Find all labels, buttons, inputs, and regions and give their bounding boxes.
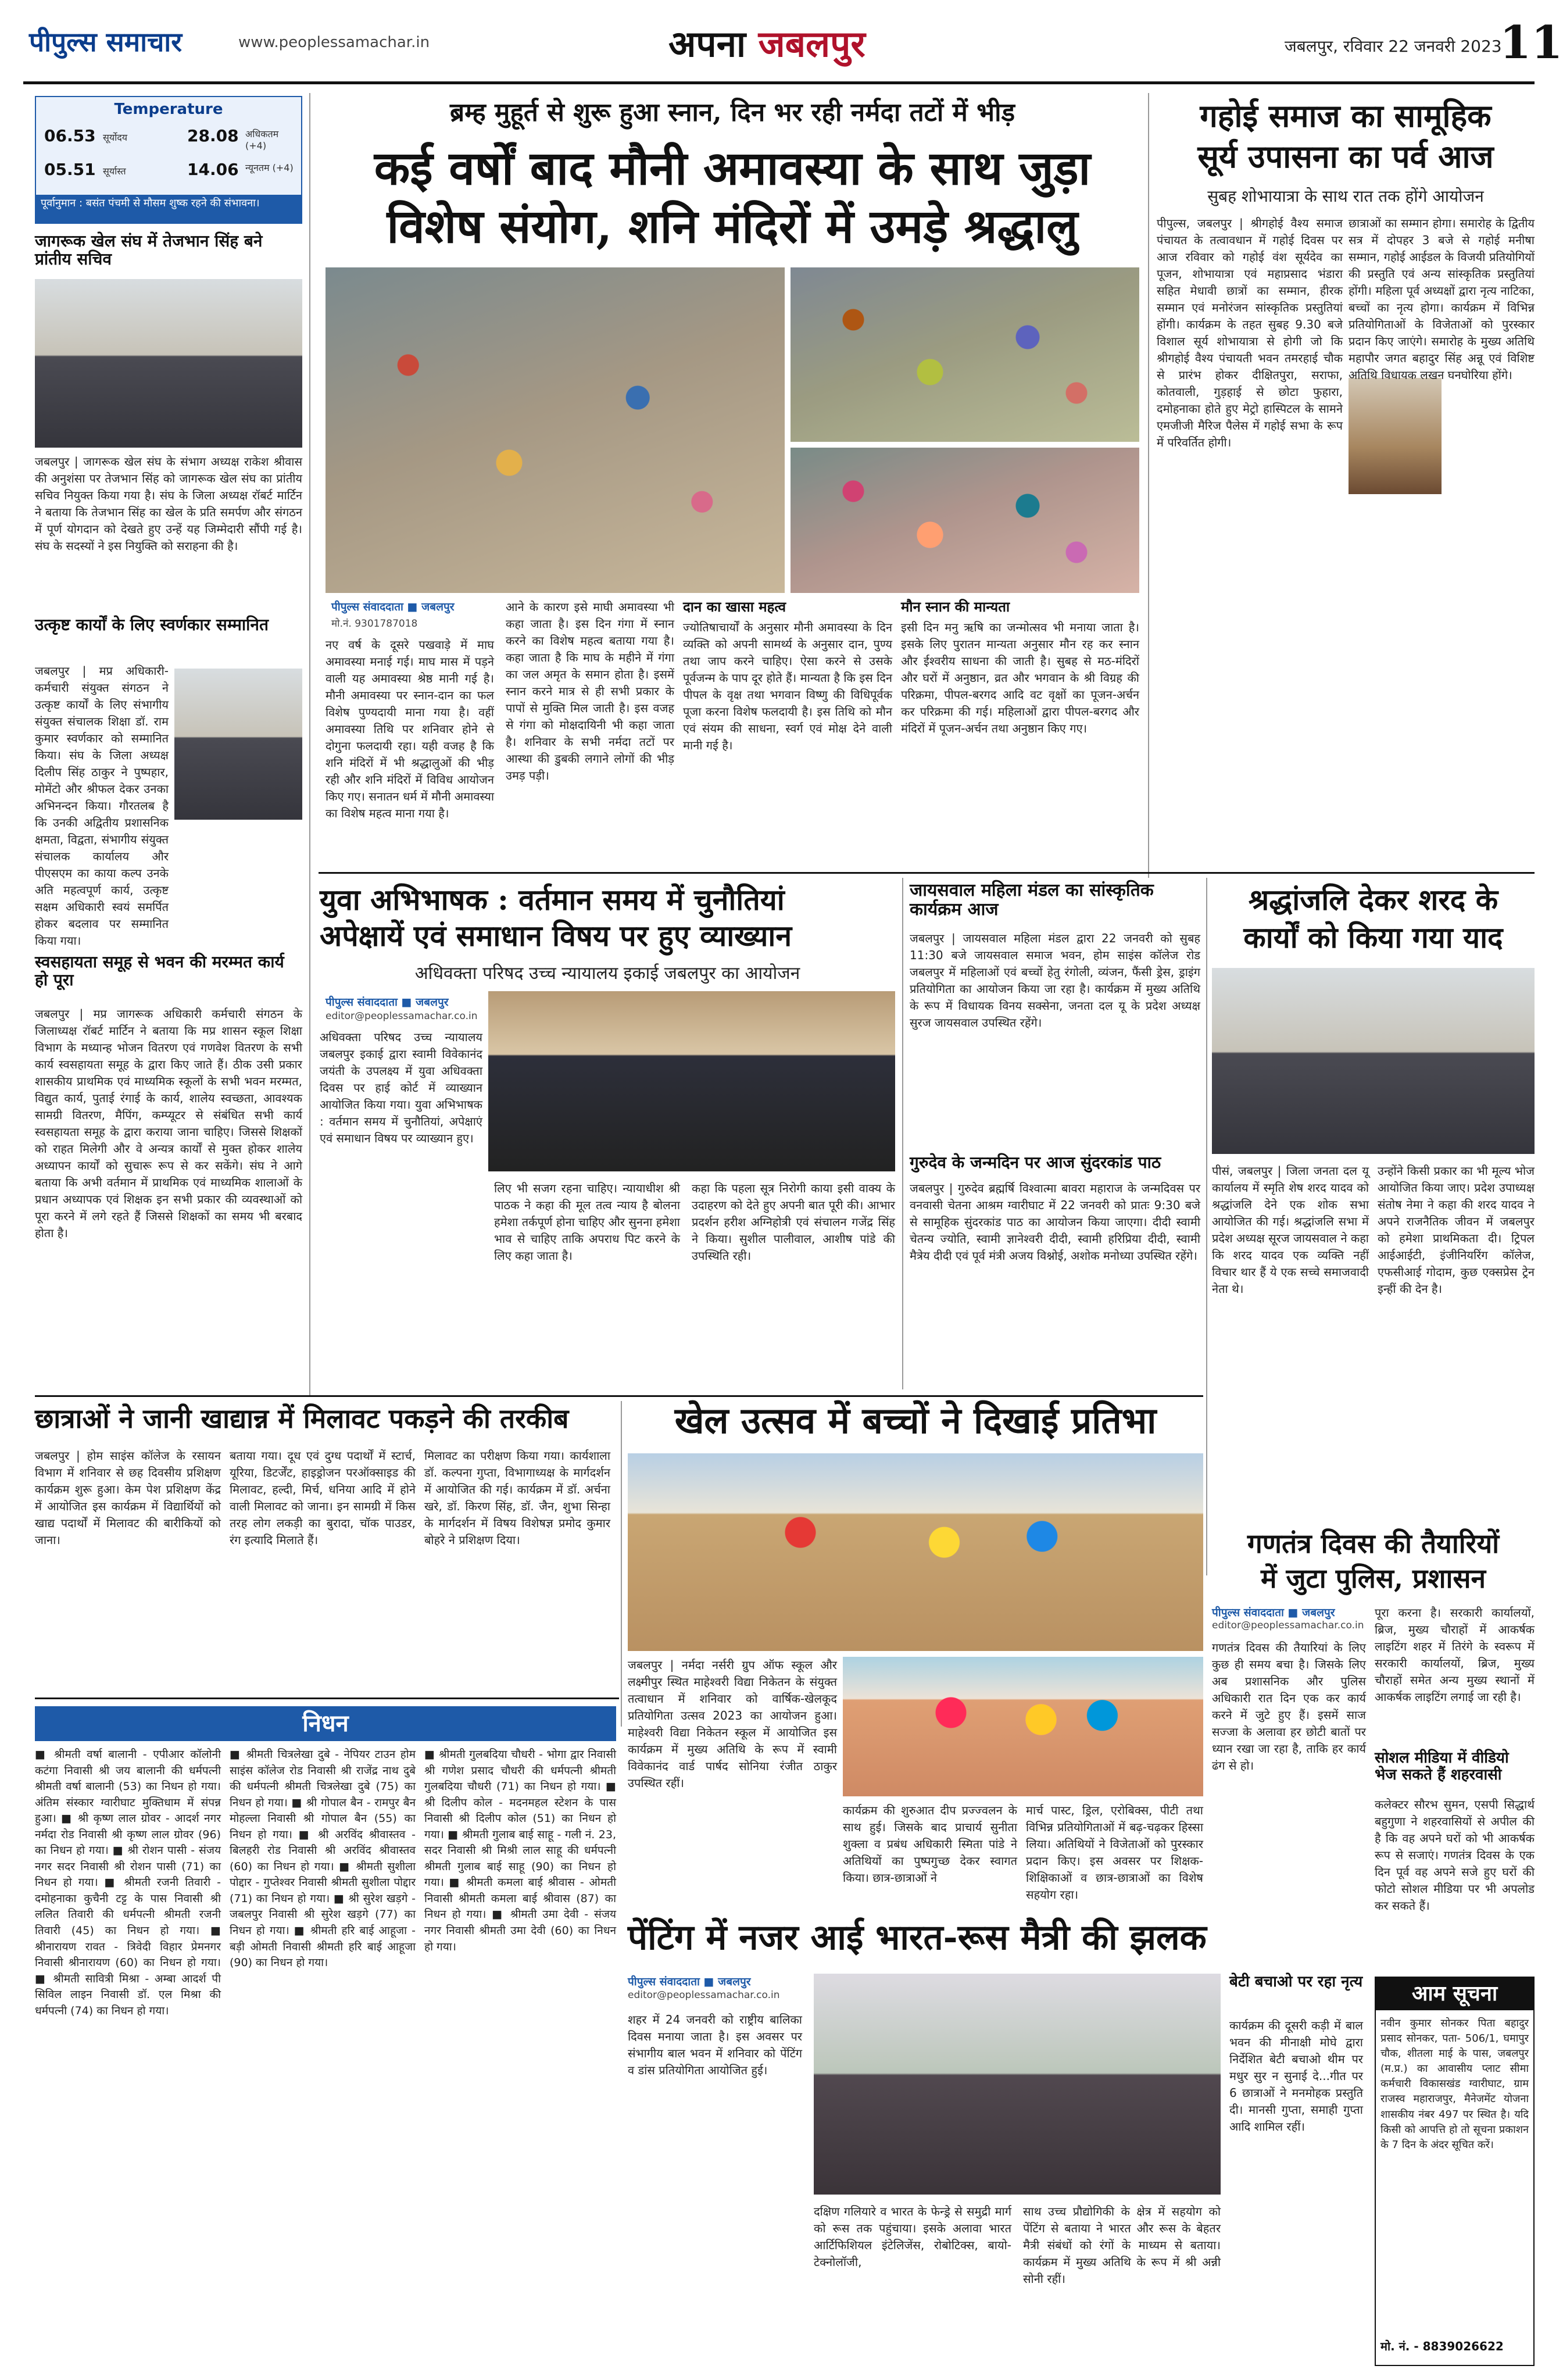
yuva-subhead: अधिवक्ता परिषद उच्च न्यायालय इकाई जबलपुर का आयोजन — [414, 963, 800, 984]
issue-date: जबलपुर, रविवार 22 जनवरी 2023 — [1285, 37, 1502, 56]
box-maun-body: इसी दिन मनु ऋषि का जन्मोत्सव भी मनाया जाता है। इसके लिए पुरातन मान्यता अनुसार मौन रह कर स्नान और ईश्वरीय साधना की जाती है। सुबह से मठ-मंदिरों और घरों में अनुष्ठान, व्रत और भगवान के श्री विग्रह की परिक्रमा, पीपल-बरगद आदि वट वृक्षों का पूजन-अर्चन कर परिक्रमा की गई। महिलाओं द्वारा पीपल-बरगद और मंदिरों में पूजन-अर्चन तथा अनुष्ठान किए गए। — [901, 620, 1139, 735]
section-rule — [35, 1698, 619, 1699]
weather-forecast: पूर्वानुमान : बसंत पंचमी से मौसम शुष्क रहने की संभावना। — [36, 195, 301, 223]
yuva-body-col-2: लिए भी सजग रहना चाहिए। न्यायाधीश श्री पाठक ने कहा की मूल तत्व न्याय है बोलना हमेशा तर्कपूर्ण होना चाहिए और सुनना हमेशा भाव से चाहिए ताकि अपराध पिट करने के लिए कहा जाता है। — [494, 1181, 680, 1263]
jaiswal-title: जायसवाल महिला मंडल का सांस्कृतिक कार्यक्रम आज — [910, 880, 1154, 920]
weather-box — [35, 96, 302, 224]
yuva-photo — [488, 991, 895, 1171]
republic-body-col-2: पूरा करना है। सरकारी कार्यालयों, ब्रिज, मुख्य चौराहों में आकर्षक लाइटिंग शहर में तिरंगे के स्वरूप में सरकारी कार्यालयों, ब्रिज, मुख्य चौराहों समेत अन्य मुख्य स्थानों में आकर्षक लाइटिंग लगाई जा रही है। — [1375, 1606, 1535, 1704]
republic-headline-1: गणतंत्र दिवस की तैयारियों — [1247, 1528, 1500, 1559]
section-rule — [319, 872, 1535, 874]
gahoi-body-col-2: छात्राओं का सम्मान होगा। समारोह के द्वितीय सत्र में दोपहर 3 बजे से गहोई मनीषा सम्मान, गहोई आईडल के विजयी प्रतियोगियों की प्रस्तुति एवं अन्य सांस्कृतिक प्रस्तुतियां होंगी। महिला पूर्व अध्यक्षों द्वारा नृत्य नाटिका, बच्चों का नृत्य होगा। कार्यक्रम में विभिन्न प्रतियोगिताओं के विजेताओं को पुरस्कार प्रदान किए जाएंगे। समारोह के मुख्य अतिथि महापौर जगत बहादुर सिंह अन्नू एवं विशिष्ट अतिथि विधायक लखन घनघोरिया होंगे। — [1349, 216, 1535, 382]
story-swarnkar-body: जबलपुर | मप्र अधिकारी-कर्मचारी संयुक्त संगठन ने उत्कृष्ट कार्यों के लिए संभागीय संयुक्त संचालक शिक्षा डॉ. राम कुमार स्वर्णकार को सम्मानित किया। संघ के जिला अध्यक्ष दिलीप सिंह ठाकुर ने पुष्पहार, मोमेंटो और श्रीफल देकर उनका अभिनन्दन किया। गौरतलब है कि उनकी अद्वितीय प्रशासनिक क्षमता, विद्वता, संभागीय संयुक्त संचालक कार्यालय और पीएसएम का काया कल्प उनके अति महत्वपूर्ण कार्य, उत्कृष्ट सक्षम अधिकारी स्वयं समर्पित होकर बदलाव पर सम्मानित किया गया। — [35, 664, 169, 948]
weather-title: Temperature — [114, 101, 223, 118]
nidhan-col-1: ■ श्रीमती वर्षा बालानी - एपीआर कॉलोनी कटंगा निवासी श्री जय बालानी की धर्मपत्नी श्रीमती वर्षा बालानी (53) का निधन हो गया। अंतिम संस्कार ग्वारीघाट मुक्तिधाम में संपन्न हुआ। ■ श्री कृष्ण लाल ग्रोवर - आदर्श नगर नर्मदा रोड निवासी श्री कृष्ण लाल ग्रोवर (96) का निधन हो गया। ■ श्री रोशन पासी - संजय नगर सदर निवासी श्री रोशन पासी (71) का निधन हो गया। ■ श्रीमती रजनी तिवारी - दमोहनाका कुचैनी टट्ट के पास निवासी श्री ललित तिवारी की धर्मपत्नी श्रीमती रजनी तिवारी (45) का निधन हो गया। ■ श्रीनारायण रावत - त्रिवेदी विहार प्रेमनगर निवासी श्रीनारायण (60) का निधन हो गया। ■ श्रीमती सावित्री मिश्रा - अम्बा आदर्श पी सिविल लाइन निवासी डॉ. एल मिश्रा की धर्मपत्नी (74) का निधन हो गया। — [35, 1748, 221, 2017]
painting-headline: पेंटिंग में नजर आई भारत-रूस मैत्री की झलक — [628, 1917, 1207, 1958]
box-daan-title: दान का खासा महत्व — [683, 599, 786, 615]
page-number: 11 — [1500, 16, 1563, 69]
lead-body-col-1: नए वर्ष के दूसरे पखवाड़े में माघ अमावस्या मनाई गई। माघ मास में पड़ने वाली यह अमावस्या श्रेष्ठ मानी गई है। मौनी अमावस्या पर स्नान-दान का फल विशेष पुण्यदायी माना गया है। वहीं अमावस्या तिथि पर शनिवार होने से दोगुना फलदायी रहा। यही वजह है कि शनि मंदिरों में भी श्रद्धालुओं की भीड़ रही और शनि मंदिरों में विविध आयोजन किए गए। सनातन धर्म में मौनी अमावस्या का विशेष महत्व माना गया है। — [326, 638, 494, 820]
gahoi-body-col-1: पीपुल्स, जबलपुर | श्रीगहोई वैश्य समाज पंचायत के तत्वावधान में गहोई दिवस पर आज रविवार को गहोई वंश सूर्यदेव का पूजन, शोभायात्रा एवं महाप्रसाद भंडारा सहित मेधावी छात्रों का सम्मान, हीरक सम्मान एवं मनोरंजन सांस्कृतिक प्रस्तुतियां होंगी। कार्यक्रम के तहत सुबह 9.30 बजे विशाल सूर्य शोभायात्रा से होगी जो कि श्रीगहोई वैश्य पंचायती भवन तमरहाई चौक से प्रारंभ होकर दीक्षितपुरा, सराफा, कोतवाली, गुड़हाई से छोटा फुहारा, दमोहनाका होते हुए मेट्रो हास्पिटल के सामने एमजीजी मैरिज पैलेस में गहोई सभा के रूप में परिवर्तित होगी। — [1157, 216, 1343, 449]
column-separator — [902, 878, 903, 1389]
gurudev-title: गुरुदेव के जन्मदिन पर आज सुंदरकांड पाठ — [910, 1153, 1161, 1172]
nidhan-col-3: ■ श्रीमती गुलबदिया चौधरी - भोगा द्वार निवासी श्री गणेश प्रसाद चौधरी की धर्मपत्नी श्रीमती गुलबदिया चौधरी (71) का निधन हो गया। ■ श्री दिलीप कोल - मदनमहल स्टेशन के पास निवासी श्री दिलीप कोल (51) का निधन हो गया। ■ श्रीमती गुलाब बाई साहू - गली नं. 23, सदर निवासी श्री मिश्री लाल साहू की धर्मपत्नी श्रीमती गुलाब बाई साहू (90) का निधन हो गया। ■ श्रीमती कमला बाई श्रीवास - ओमती निवासी श्रीमती कमला बाई श्रीवास (87) का निधन हो गया। ■ श्रीमती उमा देवी - संजय नगर निवासी श्रीमती उमा देवी (60) का निधन हो गया। — [424, 1748, 616, 1953]
painting-body-col-1: शहर में 24 जनवरी को राष्ट्रीय बालिका दिवस मनाया जाता है। इस अवसर पर संभागीय बाल भवन में शनिवार को पेंटिंग व डांस प्रतियोगिता आयोजित हुई। — [628, 2013, 802, 2077]
story-swasahayta-title: स्वसहायता समूह से भवन की मरम्मत कार्य हो पूरा — [35, 952, 284, 989]
beti-bachao-title: बेटी बचाओ पर रहा नृत्य — [1229, 1973, 1363, 1991]
republic-byline: पीपुल्स संवाददाता ■ जबलपुर — [1212, 1606, 1335, 1619]
lead-kicker: ब्रम्ह मुहूर्त से शुरू हुआ स्नान, दिन भर रही नर्मदा तटों में भीड़ — [449, 98, 1015, 127]
jaiswal-body: जबलपुर | जायसवाल महिला मंडल द्वारा 22 जनवरी को सुबह 11:30 बजे जायसवाल समाज भवन, होम साइंस कॉलेज रोड जबलपुर में महिलाओं एवं बच्चों हेतु रंगोली, व्यंजन, फैंसी ड्रेस, ड्राइंग प्रतियोगिता का आयोजन किया जा रहा है। कार्यक्रम में मुख्य अतिथि के रूप में विधायक विनय सक्सेना, जनता दल यू के प्रदेश अध्यक्ष सुरज जायसवाल उपस्थित रहेंगे। — [910, 931, 1200, 1030]
lead-mobile: मो.नं. 9301787018 — [331, 618, 418, 630]
gurudev-body: जबलपुर | गुरुदेव ब्रह्मर्षि विश्वात्मा बावरा महाराज के जन्मदिवस पर वनवासी चेतना आश्रम ग्वारीघाट में 22 जनवरी को प्रातः 9:30 बजे से सामूहिक सुंदरकांड पाठ का आयोजन किया जाएगा। दीदी स्वामी चेतन्य ज्योति, स्वामी ज्ञानेश्वरी दीदी, स्वामी हरिप्रिया दीदी, स्वामी मैत्रेय दीदी एवं पूर्व मंत्री अजय विश्नोई, अशोक मनोध्या उपस्थित रहेंगे। — [910, 1181, 1200, 1263]
story-khel-sangh-title: जागरूक खेल संघ में तेजभान सिंह बने प्रांतीय सचिव — [35, 231, 263, 269]
story-swarnkar-photo — [174, 669, 302, 820]
social-media-title: सोशल मीडिया में वीडियो भेज सकते हैं शहरवासी — [1375, 1749, 1509, 1784]
sharad-body-col-2: उन्होंने किसी प्रकार का भी मूल्य भोज आयोजित किया जाए। प्रदेश उपाध्यक्ष संतोष नेमा ने कहा की शरद यादव ने अपने राजनैतिक जीवन में जबलपुर को हमेशा प्राथमिकता दी। ट्रिपल आईआईटी, इंजीनियरिंग कॉलेज, एफसीआई गोदाम, कुछ एक्सप्रेस ट्रेन इन्हीं की देन है। — [1378, 1164, 1535, 1296]
gahoi-subhead: सुबह शोभायात्रा के साथ रात तक होंगे आयोजन — [1207, 187, 1484, 206]
section-rule — [35, 1395, 1203, 1397]
gahoi-headline-1: गहोई समाज का सामूहिक — [1200, 97, 1492, 134]
section-title-part-2: जबलपुर — [758, 23, 865, 65]
sunrise-label: सूर्योदय — [103, 132, 128, 143]
yuva-body-col-3: कहा कि पहला सूत्र निरोगी काया इसी वाक्य के उदाहरण को देते हुए अपनी बात पूरी की। आभार प्रदर्शन हरीश अग्निहोत्री एवं संचालन गजेंद्र सिंह ने किया। सुशील पालीवाल, आशीष पांडे की उपस्थिति रही। — [692, 1181, 895, 1263]
lead-body-col-2: आने के कारण इसे माघी अमावस्या भी कहा जाता है। इस दिन गंगा में स्नान करने का विशेष महत्व बताया गया है। कहा जाता है कि माघ के महीने में गंगा का जल अमृत के समान होता है। इसमें स्नान करने मात्र से ही सभी प्रकार के पापों से मुक्ति मिल जाती है। इस वजह से गंगा को मोक्षदायिनी भी कहा जाता है। शनिवार के सभी नर्मदा तटों पर आस्था की डुबकी लगाने लोगों की भीड़ उमड़ पड़ी। — [506, 600, 674, 782]
painting-byline: पीपुल्स संवाददाता ■ जबलपुर — [628, 1975, 751, 1988]
republic-body-col-1: गणतंत्र दिवस की तैयारियां के लिए कुछ ही समय बचा है। जिसके लिए अब प्रशासनिक और पुलिस अधिकारी रात दिन एक कर कार्य करने में जुटे हुए हैं। इसमें साज सज्जा के अलावा हर छोटी बातों पर ध्यान रखा जा रहा है, ताकि हर कार्य ढंग से हो। — [1212, 1641, 1366, 1773]
story-swarnkar-title: उत्कृष्ट कार्यों के लिए स्वर्णकार सम्मानित — [35, 615, 269, 634]
khel-headline: खेल उत्सव में बच्चों ने दिखाई प्रतिभा — [674, 1399, 1157, 1442]
khel-body-col-1: जबलपुर | नर्मदा नर्सरी ग्रुप ऑफ स्कूल और लक्ष्मीपुर स्थित माहेश्वरी विद्या निकेतन के संयुक्त तत्वाधान में शनिवार को वार्षिक-खेलकूद प्रतियोगिता उत्सव 2023 का आयोजन हुआ। माहेश्वरी विद्या निकेतन स्कूल में आयोजित इस कार्यक्रम में मुख्य अतिथि के रूप में स्वामी विवेकानंद वार्ड पार्षद सोनिया रंजीत ठाकुर उपस्थित रहीं। — [628, 1658, 837, 1790]
beti-bachao-body: कार्यक्रम की दूसरी कड़ी में बाल भवन की मीनाक्षी मोघे द्वारा निर्देशित बेटी बचाओ थीम पर मधुर सुर न सुनाई दे...गीत पर 6 छात्राओं ने मनमोहक प्रस्तुति दी। मानसी गुप्ता, समाही गुप्ता आदि शामिल रहीं। — [1229, 2018, 1363, 2134]
max-temp-label: अधिकतम (+4) — [245, 128, 279, 151]
sunset-time: 05.51 — [44, 160, 96, 179]
chhatra-body-col-3: मिलावट का परीक्षण किया गया। कार्यशाला डॉ. कल्पना गुप्ता, विभागाध्यक्ष के मार्गदर्शन में आयोजित की गई। कार्यक्रम में डॉ. अर्चना खरे, डॉ. किरण सिंह, डॉ. जैन, शुभा सिन्हा के मार्गदर्शन में विषय विशेषज्ञ प्रमोद कुमार बोहरे ने प्रशिक्षण दिया। — [424, 1449, 610, 1547]
sharad-headline-2: कार्यों को किया गया याद — [1243, 920, 1503, 955]
lead-photo-left — [326, 267, 785, 593]
story-khel-sangh-body: जबलपुर | जागरूक खेल संघ के संभाग अध्यक्ष राकेश श्रीवास की अनुशंसा पर तेजभान सिंह को जागरूक खेल संघ का प्रांतीय सचिव नियुक्त किया गया है। संघ के जिला अध्यक्ष रॉबर्ट मार्टिन ने बताया कि तेजभान सिंह का खेल के प्रति समर्पण और संगठन में पूर्ण योगदान को देखते हुए उन्हें यह जिम्मेदारी सौंपी गई है। संघ के सदस्यों ने इस नियुक्ति को सराहना की है। — [35, 455, 302, 553]
header-rule — [23, 81, 1535, 84]
story-khel-sangh-photo — [35, 279, 302, 448]
lead-headline-2: विशेष संयोग, शनि मंदिरों में उमड़े श्रद्धालु — [387, 199, 1078, 253]
sharad-body-col-1: पीसं, जबलपुर | जिला जनता दल यू कार्यालय में स्मृति शेष शरद यादव को श्रद्धांजलि देने एक शोक सभा आयोजित की गई। श्रद्धांजलि सभा में प्रदेश अध्यक्ष सूरज जायसवाल ने कहा कि शरद यादव एक व्यक्ति नहीं विचार थार हैं ये एक सच्चे समाजवादी नेता थे। — [1212, 1164, 1369, 1296]
khel-photo-bottom — [843, 1657, 1203, 1796]
column-separator — [309, 93, 310, 1395]
chhatra-body-col-2: बताया गया। दूध एवं दुग्ध पदार्थों में स्टार्च, यूरिया, डिटर्जेंट, हाइड्रोजन परऑक्साइड की मिलावट, हल्दी, मिर्च, धनिया आदि में होने वाली मिलावट को जाना। इन सामग्री में किस तरह लोग लकड़ी का बुरादा, चॉक पाउडर, रंग इत्यादि मिलाते हैं। — [230, 1449, 416, 1547]
social-media-body: कलेक्टर सौरभ सुमन, एसपी सिद्धार्थ बहुगुणा ने शहरवासियों से अपील की है कि वह अपने घरों को भी आकर्षक रूप से सजाएं। गणतंत्र दिवस के एक दिन पूर्व वह अपने सजे हुए घरों की फोटो सोशल मीडिया पर भी अपलोड कर सकते हैं। — [1375, 1797, 1535, 1913]
box-maun-title: मौन स्नान की मान्यता — [901, 599, 1010, 615]
min-temp: 14.06 — [187, 160, 239, 179]
notice-box — [1375, 1977, 1535, 2366]
page-section-title — [668, 19, 865, 67]
chhatra-body-col-1: जबलपुर | होम साइंस कॉलेज के रसायन विभाग में शनिवार से छह दिवसीय प्रशिक्षण कार्यक्रम शुरू हुआ। केम पेश प्रशिक्षण केंद्र में आयोजित इस कार्यक्रम में विद्यार्थियों को खाद्य पदार्थों में मिलावट की बारीकियों को जाना। — [35, 1449, 221, 1547]
lead-photo-right-top — [791, 267, 1139, 442]
min-temp-label: न्यूनतम (+4) — [245, 162, 294, 173]
column-separator — [1148, 93, 1149, 878]
republic-headline-2: में जुटा पुलिस, प्रशासन — [1260, 1563, 1486, 1594]
yuva-headline-1: युवा अभिभाषक : वर्तमान समय में चुनौतियां — [320, 882, 785, 917]
republic-email[interactable]: editor@peoplessamachar.co.in — [1212, 1620, 1364, 1631]
notice-body: नवीन कुमार सोनकर पिता बहादुर प्रसाद सोनकर, पता- 506/1, घमापुर चौक, शीतला माई के पास, जबलपुर (म.प्र.) का आवासीय प्लाट सीमा कर्मचारी विकासखंड ग्वारीघाट, ग्राम राजस्व महाराजपुर, मैनेजमेंट योजना शासकीय नंबर 497 पर स्थित है। यदि किसी को आपत्ति हो तो सूचना प्रकाशन के 7 दिन के अंदर सूचित करें। — [1380, 2017, 1529, 2151]
khel-body-col-2: कार्यक्रम की शुरुआत दीप प्रज्ज्वलन के साथ हुई। जिसके बाद प्राचार्य सुनीता शुक्ला व प्रबंध अधिकारी स्मिता पांडे ने अतिथियों का पुष्पगुच्छ देकर स्वागत किया। छात्र-छात्राओं ने — [843, 1803, 1017, 1885]
nidhan-col-2: ■ श्रीमती चित्रलेखा दुबे - नेपियर टाउन होम साइंस कॉलेज रोड निवासी श्री राजेंद्र नाथ दुबे की धर्मपत्नी श्रीमती चित्रलेखा दुबे (75) का निधन हो गया। ■ श्री गोपाल बैन - रामपुर बैन मोहल्ला निवासी श्री गोपाल बैन (55) का निधन हो गया। ■ श्री अरविंद श्रीवास्तव - बिलहरी रोड निवासी श्री अरविंद श्रीवास्तव (60) का निधन हो गया। ■ श्रीमती सुशीला पोद्दार - गुप्तेश्वर निवासी श्रीमती सुशीला पोद्दार (71) का निधन हो गया। ■ श्री सुरेश खड़गे - जबलपुर निवासी श्री सुरेश खड़गे (77) का निधन हो गया। ■ श्रीमती हरि बाई आहूजा - बड़ी ओमती निवासी श्रीमती हरि बाई आहूजा (90) का निधन हो गया। — [230, 1748, 416, 1970]
lead-headline-1: कई वर्षों बाद मौनी अमावस्या के साथ जुड़ा — [374, 141, 1091, 195]
lead-byline: पीपुल्स संवाददाता ■ जबलपुर — [331, 601, 455, 613]
gahoi-headline-2: सूर्य उपासना का पर्व आज — [1197, 138, 1494, 175]
notice-phone: मो. नं. - 8839026622 — [1380, 2339, 1504, 2353]
painting-body-col-3: साथ उच्च प्रौद्योगिकी के क्षेत्र में सहयोग को पेंटिंग से बताया ने भारत और रूस के बेहतर मैत्री संबंधों को रंगों के माध्यम से बताया। कार्यक्रम में मुख्य अतिथि के रूप में श्री अन्नी सोनी रहीं। — [1023, 2204, 1221, 2286]
lead-photo-right-bottom — [791, 448, 1139, 593]
yuva-body-col-1: अधिवक्ता परिषद उच्च न्यायालय जबलपुर इकाई द्वारा स्वामी विवेकानंद जयंती के उपलक्ष्य में युवा अधिवक्ता दिवस पर हाई कोर्ट में व्याख्यान आयोजित किया गया। युवा अभिभाषक : वर्तमान समय में चुनौतियां, अपेक्षाएं एवं समाधान विषय पर व्याख्यान हुए। — [320, 1030, 482, 1145]
sunset-label: सूर्यास्त — [103, 166, 126, 177]
yuva-headline-2: अपेक्षायें एवं समाधान विषय पर हुए व्याख्यान — [320, 919, 792, 953]
story-swasahayta-body: जबलपुर | मप्र जागरूक अधिकारी कर्मचारी संगठन के जिलाध्यक्ष रॉबर्ट मार्टिन ने बताया कि मप्र शासन स्कूल शिक्षा विभाग के मध्यान्ह भोजन वितरण एवं गणवेश वितरण के सभी कार्य स्वसहायता समूह के द्वारा किए जाते हैं। ठीक उसी प्रकार शासकीय प्राथमिक एवं माध्यमिक स्कूलों के सभी भवन मरम्मत, विद्युत कार्य, पुताई रंगाई के कार्य, शालेय स्वच्छता, आवश्यक सामग्री वितरण, मैपिंग, कम्प्यूटर से संबंधित सभी कार्य स्वसहायता समूह के द्वारा कराया जाना चाहिए। जिससे शिक्षकों को राहत मिलेगी और वे अन्यत्र कार्यों से मुक्त होकर शालेय अध्यापन कार्यों को सुचारू रूप से कर सकेंगे। संघ ने आगे बताया कि अभी वर्तमान में प्राथमिक एवं माध्यमिक शालाओं के प्रधान अध्यापक एवं शिक्षक इन सभी प्रकार की व्यवस्थाओं को पूरा करने में लगे रहते हैं जिससे शिक्षकों का समय भी बरबाद होता है। — [35, 1007, 302, 1240]
yuva-email[interactable]: editor@peoplessamachar.co.in — [326, 1010, 478, 1022]
chhatra-headline: छात्राओं ने जानी खाद्यान्न में मिलावट पकड़ने की तरकीब — [35, 1403, 569, 1434]
yuva-byline: पीपुल्स संवाददाता ■ जबलपुर — [326, 996, 449, 1009]
painting-photo — [814, 1974, 1221, 2195]
painting-body-col-2: दक्षिण गलियारे व भारत के फेन्ड्रे से समुद्री मार्ग को रूस तक पहुंचाया। इसके अलावा भारत आर्टिफिशियल इंटेलिजेंस, रोबोटिक्स, बायो-टेक्नोलॉजी, — [814, 2204, 1011, 2269]
site-url[interactable]: www.peoplessamachar.in — [238, 34, 430, 51]
column-separator — [621, 1401, 622, 1727]
sunrise-time: 06.53 — [44, 126, 96, 145]
section-title-part-1: अपना — [668, 23, 746, 65]
sharad-headline-1: श्रद्धांजलि देकर शरद के — [1248, 882, 1498, 917]
sharad-photo — [1212, 968, 1535, 1154]
max-temp: 28.08 — [187, 126, 239, 145]
khel-photo-top — [628, 1453, 1203, 1651]
column-separator — [1206, 878, 1207, 1575]
painting-email[interactable]: editor@peoplessamachar.co.in — [628, 1989, 780, 2001]
box-daan-body: ज्योतिषाचार्यों के अनुसार मौनी अमावस्या के दिन व्यक्ति को अपनी सामर्थ्य के अनुसार दान, पुण्य तथा जाप करने चाहिए। ऐसा करने से उसके पूर्वजन्म के पाप दूर होते हैं। मान्यता है कि इस दिन पीपल के वृक्ष तथा भगवान विष्णु की विधिपूर्वक पूजा करना विशेष फलदायी है। इस तिथि को मौन एवं संयम की साधना, स्वर्ग एवं मोक्ष देने वाली मानी गई है। — [683, 620, 892, 752]
masthead — [23, 12, 1563, 76]
khel-body-col-3: मार्च पास्ट, ड्रिल, एरोबिक्स, पीटी तथा विभिन्न प्रतियोगिताओं में बढ़-चढ़कर हिस्सा लिया। अतिथियों ने विजेताओं को पुरस्कार प्रदान किए। इस अवसर पर शिक्षक-शिक्षिकाओं व छात्र-छात्राओं का विशेष सहयोग रहा। — [1026, 1803, 1203, 1902]
brand-logo: पीपुल्स समाचार — [29, 26, 183, 58]
notice-title: आम सूचना — [1376, 1978, 1533, 2010]
nidhan-title: निधन — [35, 1706, 616, 1741]
